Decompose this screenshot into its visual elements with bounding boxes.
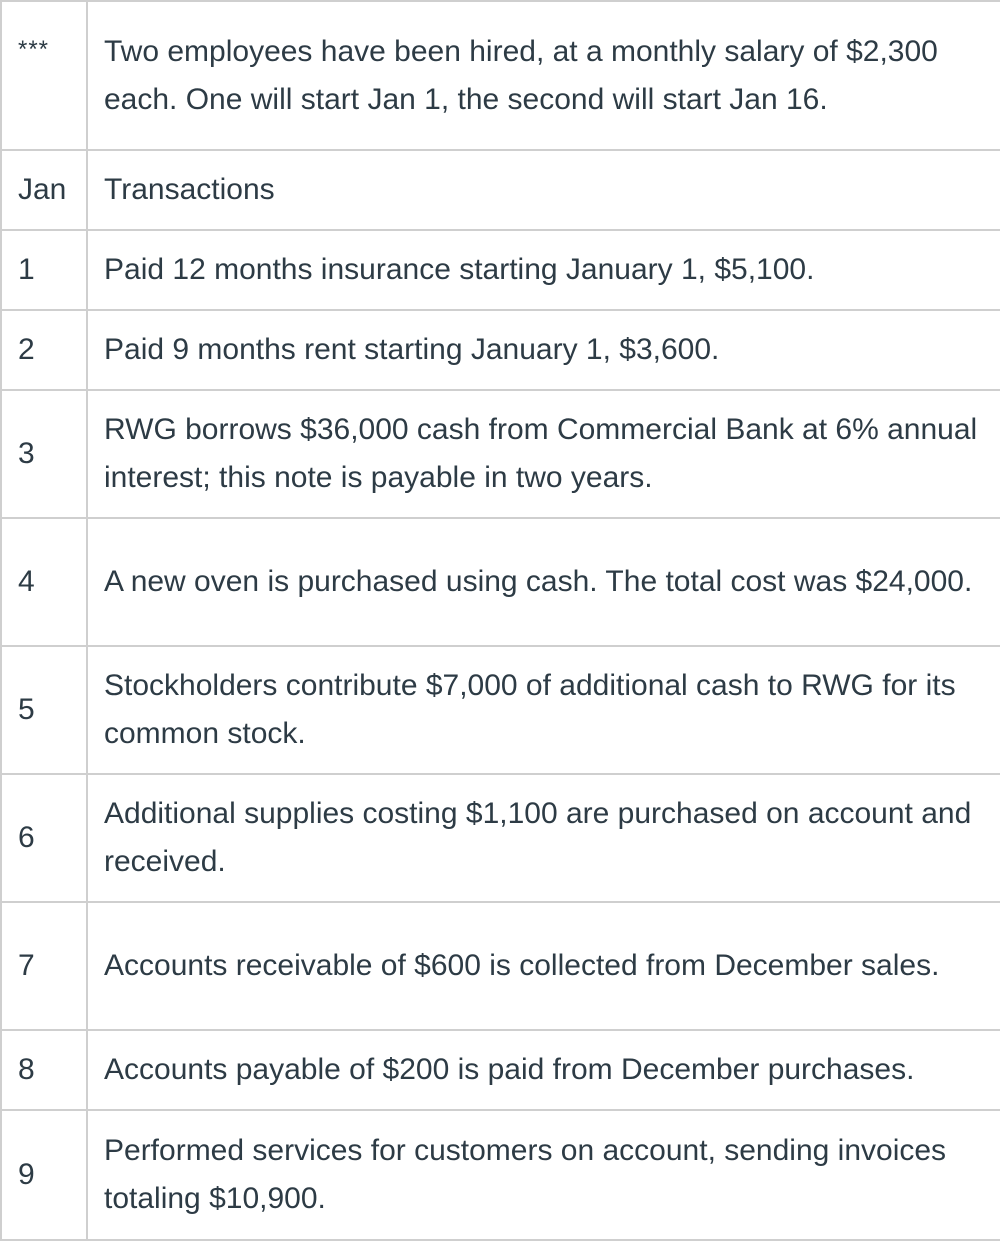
- row-text: Paid 9 months rent starting January 1, $3,600.: [87, 310, 1000, 390]
- row-number: 6: [1, 774, 87, 902]
- header-marker: ***: [1, 1, 87, 150]
- table-row: [1, 1110, 1000, 1240]
- header-note: Two employees have been hired, at a monthly salary of $2,300 each. One will start Jan 1, the second will start Jan 16.: [87, 1, 1000, 150]
- row-text: Performed services for customers on account, sending invoices totaling $10,900.: [87, 1110, 1000, 1240]
- row-text: Accounts payable of $200 is paid from December purchases.: [87, 1030, 1000, 1110]
- table-row: [1, 774, 1000, 902]
- row-number: 8: [1, 1030, 87, 1110]
- header-row: [1, 1, 1000, 150]
- row-number: 5: [1, 646, 87, 774]
- table-row: [1, 518, 1000, 646]
- row-number: 9: [1, 1110, 87, 1240]
- table-row: [1, 1030, 1000, 1110]
- table-row: [1, 902, 1000, 1030]
- row-number: 1: [1, 230, 87, 310]
- transactions-header: Transactions: [87, 150, 1000, 230]
- month-header: Jan: [1, 150, 87, 230]
- row-text: A new oven is purchased using cash. The total cost was $24,000.: [87, 518, 1000, 646]
- column-header-row: [1, 150, 1000, 230]
- row-text: Paid 12 months insurance starting January 1, $5,100.: [87, 230, 1000, 310]
- row-text: Additional supplies costing $1,100 are purchased on account and received.: [87, 774, 1000, 902]
- row-number: 2: [1, 310, 87, 390]
- table-row: [1, 230, 1000, 310]
- row-text: RWG borrows $36,000 cash from Commercial Bank at 6% annual interest; this note is payable in two years.: [87, 390, 1000, 518]
- row-text: Accounts receivable of $600 is collected from December sales.: [87, 902, 1000, 1030]
- row-number: 7: [1, 902, 87, 1030]
- table-row: [1, 310, 1000, 390]
- row-number: 4: [1, 518, 87, 646]
- row-number: 3: [1, 390, 87, 518]
- table-row: [1, 646, 1000, 774]
- row-text: Stockholders contribute $7,000 of additional cash to RWG for its common stock.: [87, 646, 1000, 774]
- table-row: [1, 390, 1000, 518]
